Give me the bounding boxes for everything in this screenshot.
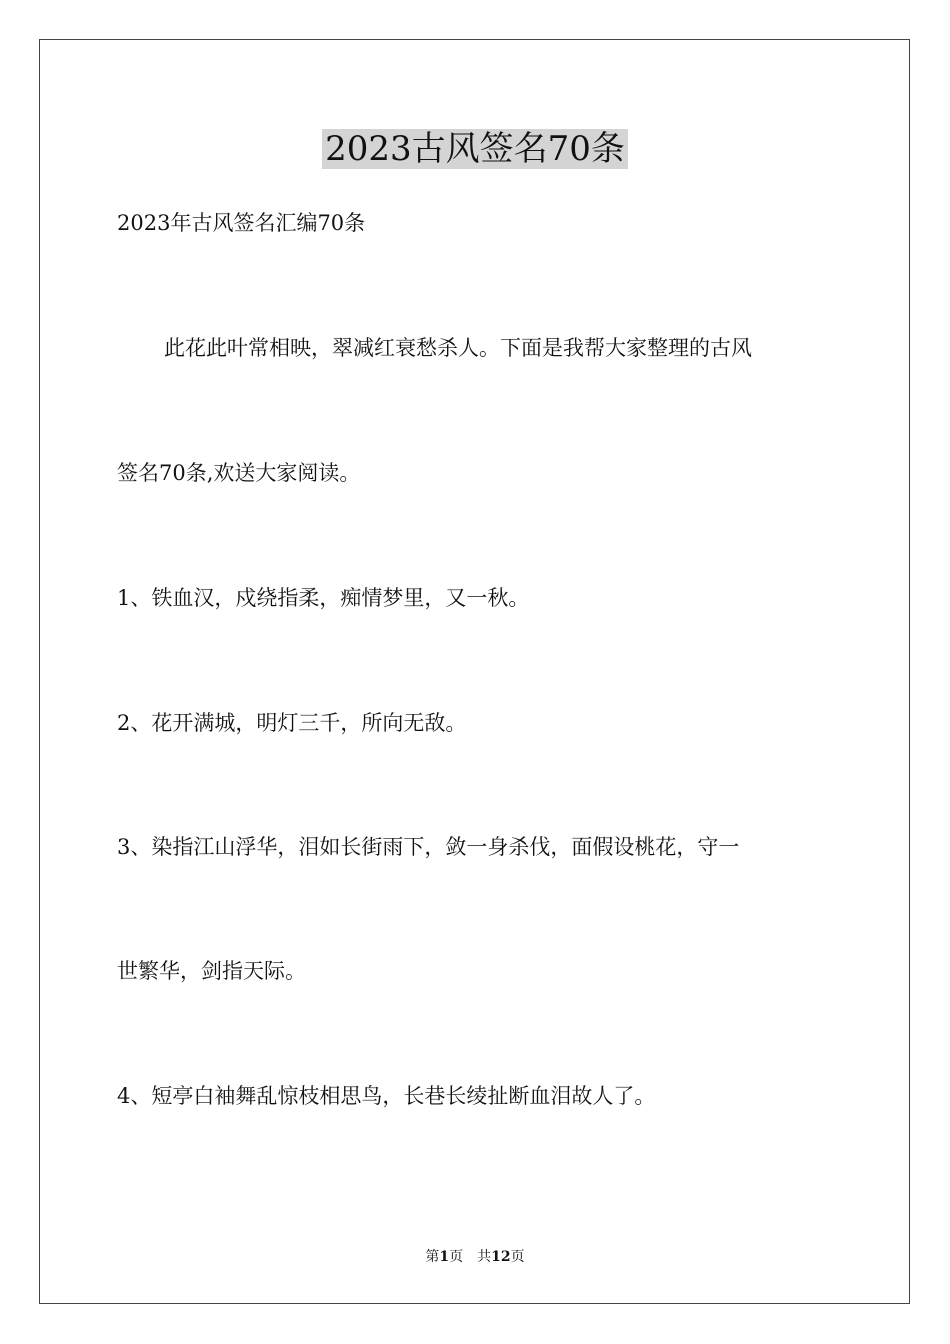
list-item-3-line-2: 世繁华，剑指天际。 <box>117 959 306 983</box>
intro-paragraph-line-2: 签名70条,欢送大家阅读。 <box>117 461 361 485</box>
page-footer <box>0 1248 950 1266</box>
list-item-3-line-1: 3、染指江山浮华，泪如长街雨下，敛一身杀伐，面假设桃花，守一 <box>117 835 740 859</box>
page-number: 1 <box>439 1249 450 1265</box>
list-item-1: 1、铁血汉，戍绕指柔，痴情梦里，又一秋。 <box>117 586 530 610</box>
intro-paragraph-line-1: 此花此叶常相映，翠减红衰愁杀人。下面是我帮大家整理的古风 <box>164 336 752 360</box>
page-number-suffix: 页 <box>449 1249 464 1265</box>
list-item-2: 2、花开满城，明灯三千，所向无敌。 <box>117 711 467 735</box>
document-title-row <box>0 127 950 171</box>
total-pages-prefix: 共 <box>477 1249 492 1265</box>
page-number-prefix: 第 <box>425 1249 440 1265</box>
total-pages-suffix: 页 <box>510 1249 525 1265</box>
document-title: 2023古风签名70条 <box>322 129 628 169</box>
total-pages: 12 <box>491 1249 511 1265</box>
list-item-4: 4、短亭白袖舞乱惊枝相思鸟，长巷长绫扯断血泪故人了。 <box>117 1084 656 1108</box>
document-subtitle: 2023年古风签名汇编70条 <box>117 211 366 235</box>
